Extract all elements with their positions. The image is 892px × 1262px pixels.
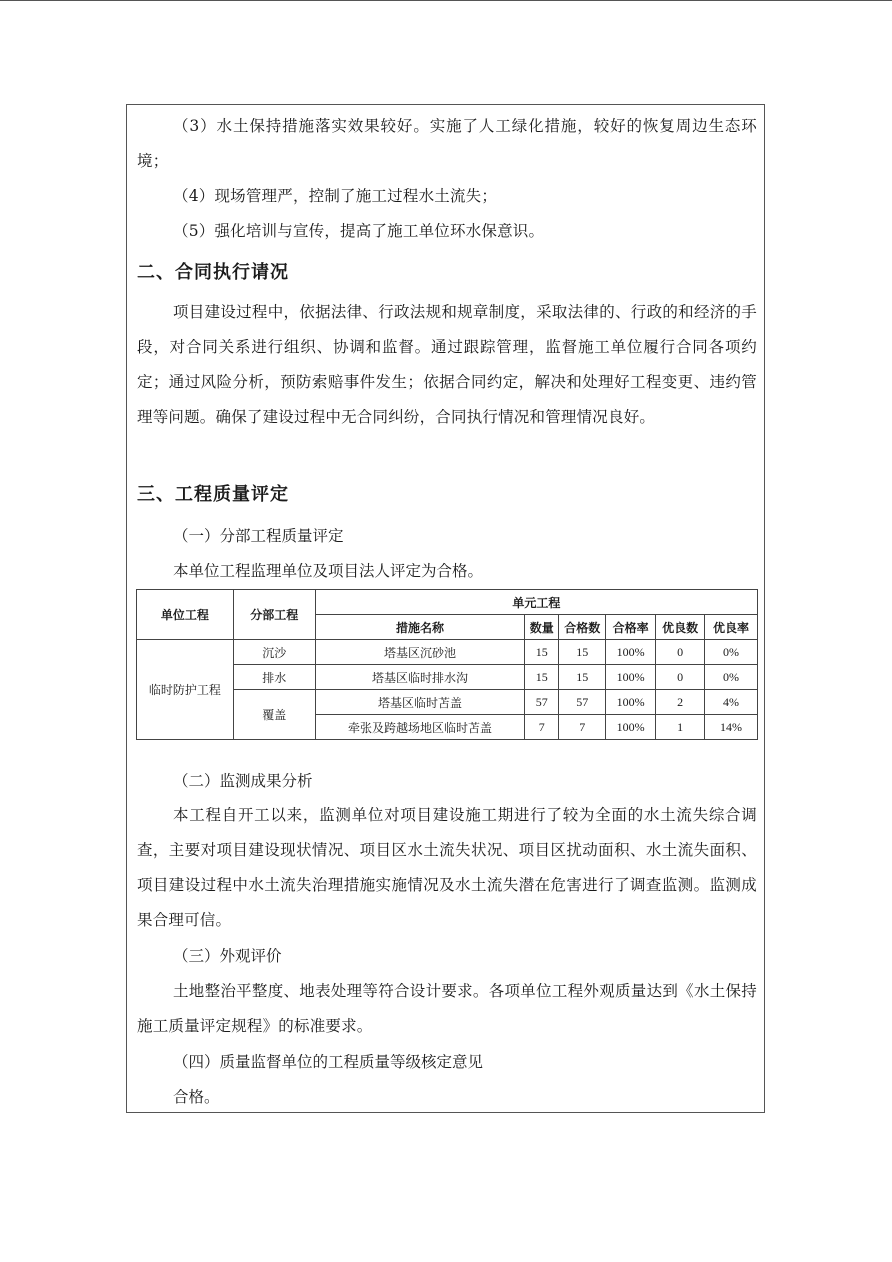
sub-project-cell: 排水 (233, 665, 315, 690)
excellent-cell: 0 (656, 640, 705, 665)
pass-rate-cell: 100% (606, 690, 656, 715)
document-frame (126, 104, 765, 1113)
excellent-rate-cell: 0% (705, 665, 758, 690)
passed-cell: 57 (559, 690, 606, 715)
subheading-division-quality: （一）分部工程质量评定 (173, 527, 344, 545)
count-cell: 7 (525, 715, 559, 740)
sub-project-cell: 沉沙 (233, 640, 315, 665)
excellent-rate-cell: 4% (705, 690, 758, 715)
excellent-rate-cell: 14% (705, 715, 758, 740)
passed-cell: 15 (559, 640, 606, 665)
passed-cell: 7 (559, 715, 606, 740)
subheading-appearance: （三）外观评价 (173, 947, 282, 965)
sub-project-cell: 覆盖 (233, 690, 315, 740)
count-cell: 15 (525, 665, 559, 690)
passed-cell: 15 (559, 665, 606, 690)
pass-rate-cell: 100% (606, 665, 656, 690)
count-cell: 15 (525, 640, 559, 665)
paragraph-item-4: （4）现场管理严，控制了施工过程水土流失； (173, 187, 498, 205)
unit-project-cell: 临时防护工程 (137, 640, 234, 740)
monitoring-paragraph: 本工程自开工以来，监测单位对项目建设施工期进行了较为全面的水土流失综合调查，主要对项目建设现状情况、项目区水土流失状况、项目区扰动面积、水土流失面积、项目建设过程中水土流失治理措施实施情况及水土流失潜在危害进行了调查监测。监测成果合理可信。 (137, 806, 757, 929)
header-unit-project: 单位工程 (137, 590, 234, 640)
count-cell: 57 (525, 690, 559, 715)
excellent-rate-cell: 0% (705, 640, 758, 665)
paragraph-item-3: （3）水土保持措施落实效果较好。实施了人工绿化措施，较好的恢复周边生态环境； (137, 117, 757, 170)
pass-rate-cell: 100% (606, 640, 656, 665)
paragraph-item-5: （5）强化培训与宣传，提高了施工单位环水保意识。 (173, 222, 545, 240)
excellent-cell: 1 (656, 715, 705, 740)
excellent-cell: 2 (656, 690, 705, 715)
section-heading-quality: 三、工程质量评定 (137, 484, 289, 505)
header-count: 数量 (525, 615, 559, 640)
appearance-paragraph: 土地整治平整度、地表处理等符合设计要求。各项单位工程外观质量达到《水土保持施工质量评定规程》的标准要求。 (137, 982, 757, 1035)
subheading-monitoring: （二）监测成果分析 (173, 772, 313, 790)
header-excellent: 优良数 (656, 615, 705, 640)
header-measure-name: 措施名称 (315, 615, 525, 640)
supervision-opinion-text: 合格。 (173, 1088, 220, 1106)
pass-rate-cell: 100% (606, 715, 656, 740)
section-heading-contract: 二、合同执行请况 (137, 262, 289, 283)
header-unit-element: 单元工程 (315, 590, 757, 615)
page-top-rule (0, 0, 892, 1)
header-pass-rate: 合格率 (606, 615, 656, 640)
division-quality-text: 本单位工程监理单位及项目法人评定为合格。 (173, 562, 484, 580)
table-header-row (137, 590, 758, 615)
measure-name-cell: 塔基区临时苫盖 (315, 690, 525, 715)
header-sub-project: 分部工程 (233, 590, 315, 640)
quality-table (136, 589, 758, 740)
header-excellent-rate: 优良率 (705, 615, 758, 640)
subheading-supervision-opinion: （四）质量监督单位的工程质量等级核定意见 (173, 1053, 484, 1071)
measure-name-cell: 塔基区临时排水沟 (315, 665, 525, 690)
table-row (137, 640, 758, 665)
measure-name-cell: 牵张及跨越场地区临时苫盖 (315, 715, 525, 740)
contract-paragraph: 项目建设过程中，依据法律、行政法规和规章制度，采取法律的、行政的和经济的手段，对合同关系进行组织、协调和监督。通过跟踪管理，监督施工单位履行合同各项约定；通过风险分析，预防索赔事件发生；依据合同约定，解决和处理好工程变更、违约管理等问题。确保了建设过程中无合同纠纷，合同执行情况和管理情况良好。 (137, 303, 757, 426)
header-passed: 合格数 (559, 615, 606, 640)
measure-name-cell: 塔基区沉砂池 (315, 640, 525, 665)
excellent-cell: 0 (656, 665, 705, 690)
